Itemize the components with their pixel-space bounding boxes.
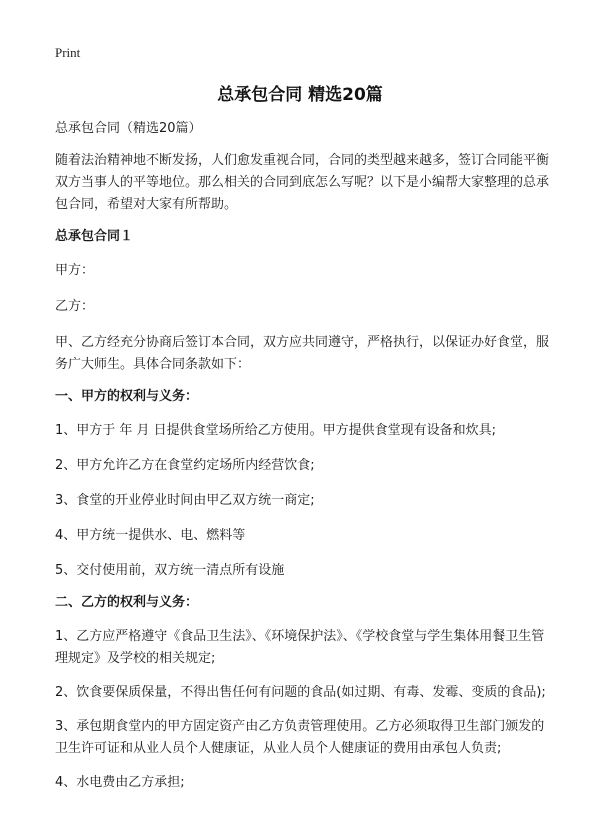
part1-item: 1、甲方于 年 月 日提供食堂场所给乙方使用。甲方提供食堂现有设备和炊具;	[55, 423, 497, 438]
preamble-paragraph: 甲、乙方经充分协商后签订本合同，双方应共同遵守，严格执行，以保证办好食堂，服务广大师生。具体合同条款如下：	[55, 335, 550, 372]
party-a-line: 甲方：	[55, 263, 95, 278]
part1-item: 5、交付使用前，双方统一清点所有设施	[55, 563, 285, 578]
part2-item: 3、承包期食堂内的甲方固定资产由乙方负责管理使用。乙方必须取得卫生部门颁发的卫生许可证和从业人员个人健康证，从业人员个人健康证的费用由承包人负责;	[55, 719, 545, 756]
print-link[interactable]: Print	[55, 45, 81, 60]
part2-item: 2、饮食要保质保量，不得出售任何有问题的食品(如过期、有毒、发霉、变质的食品);	[55, 685, 546, 700]
part1-item: 3、食堂的开业停业时间由甲乙双方统一商定;	[55, 493, 315, 508]
party-b-line: 乙方：	[55, 299, 95, 314]
part1-item: 2、甲方允许乙方在食堂约定场所内经营饮食;	[55, 458, 315, 473]
part2-item: 4、水电费由乙方承担;	[55, 775, 185, 790]
part1-item: 4、甲方统一提供水、电、燃料等	[55, 528, 246, 543]
document-body	[55, 120, 550, 794]
part2-item: 1、乙方应严格遵守《食品卫生法》、《环境保护法》、《学校食堂与学生集体用餐卫生管理规定》及学校的相关规定;	[55, 629, 545, 666]
part2-heading: 二、乙方的权利与义务：	[55, 595, 199, 610]
page-title: 总承包合同 精选20篇	[217, 85, 383, 105]
part1-heading: 一、甲方的权利与义务：	[55, 389, 199, 404]
document-subtitle: 总承包合同（精选20篇）	[55, 121, 202, 136]
section-title: 总承包合同１	[55, 229, 134, 244]
intro-paragraph: 随着法治精神地不断发扬，人们愈发重视合同，合同的类型越来越多，签订合同能平衡双方当事人的平等地位。那么相关的合同到底怎么写呢？以下是小编帮大家整理的总承包合同，希望对大家有所帮助。	[55, 153, 550, 212]
